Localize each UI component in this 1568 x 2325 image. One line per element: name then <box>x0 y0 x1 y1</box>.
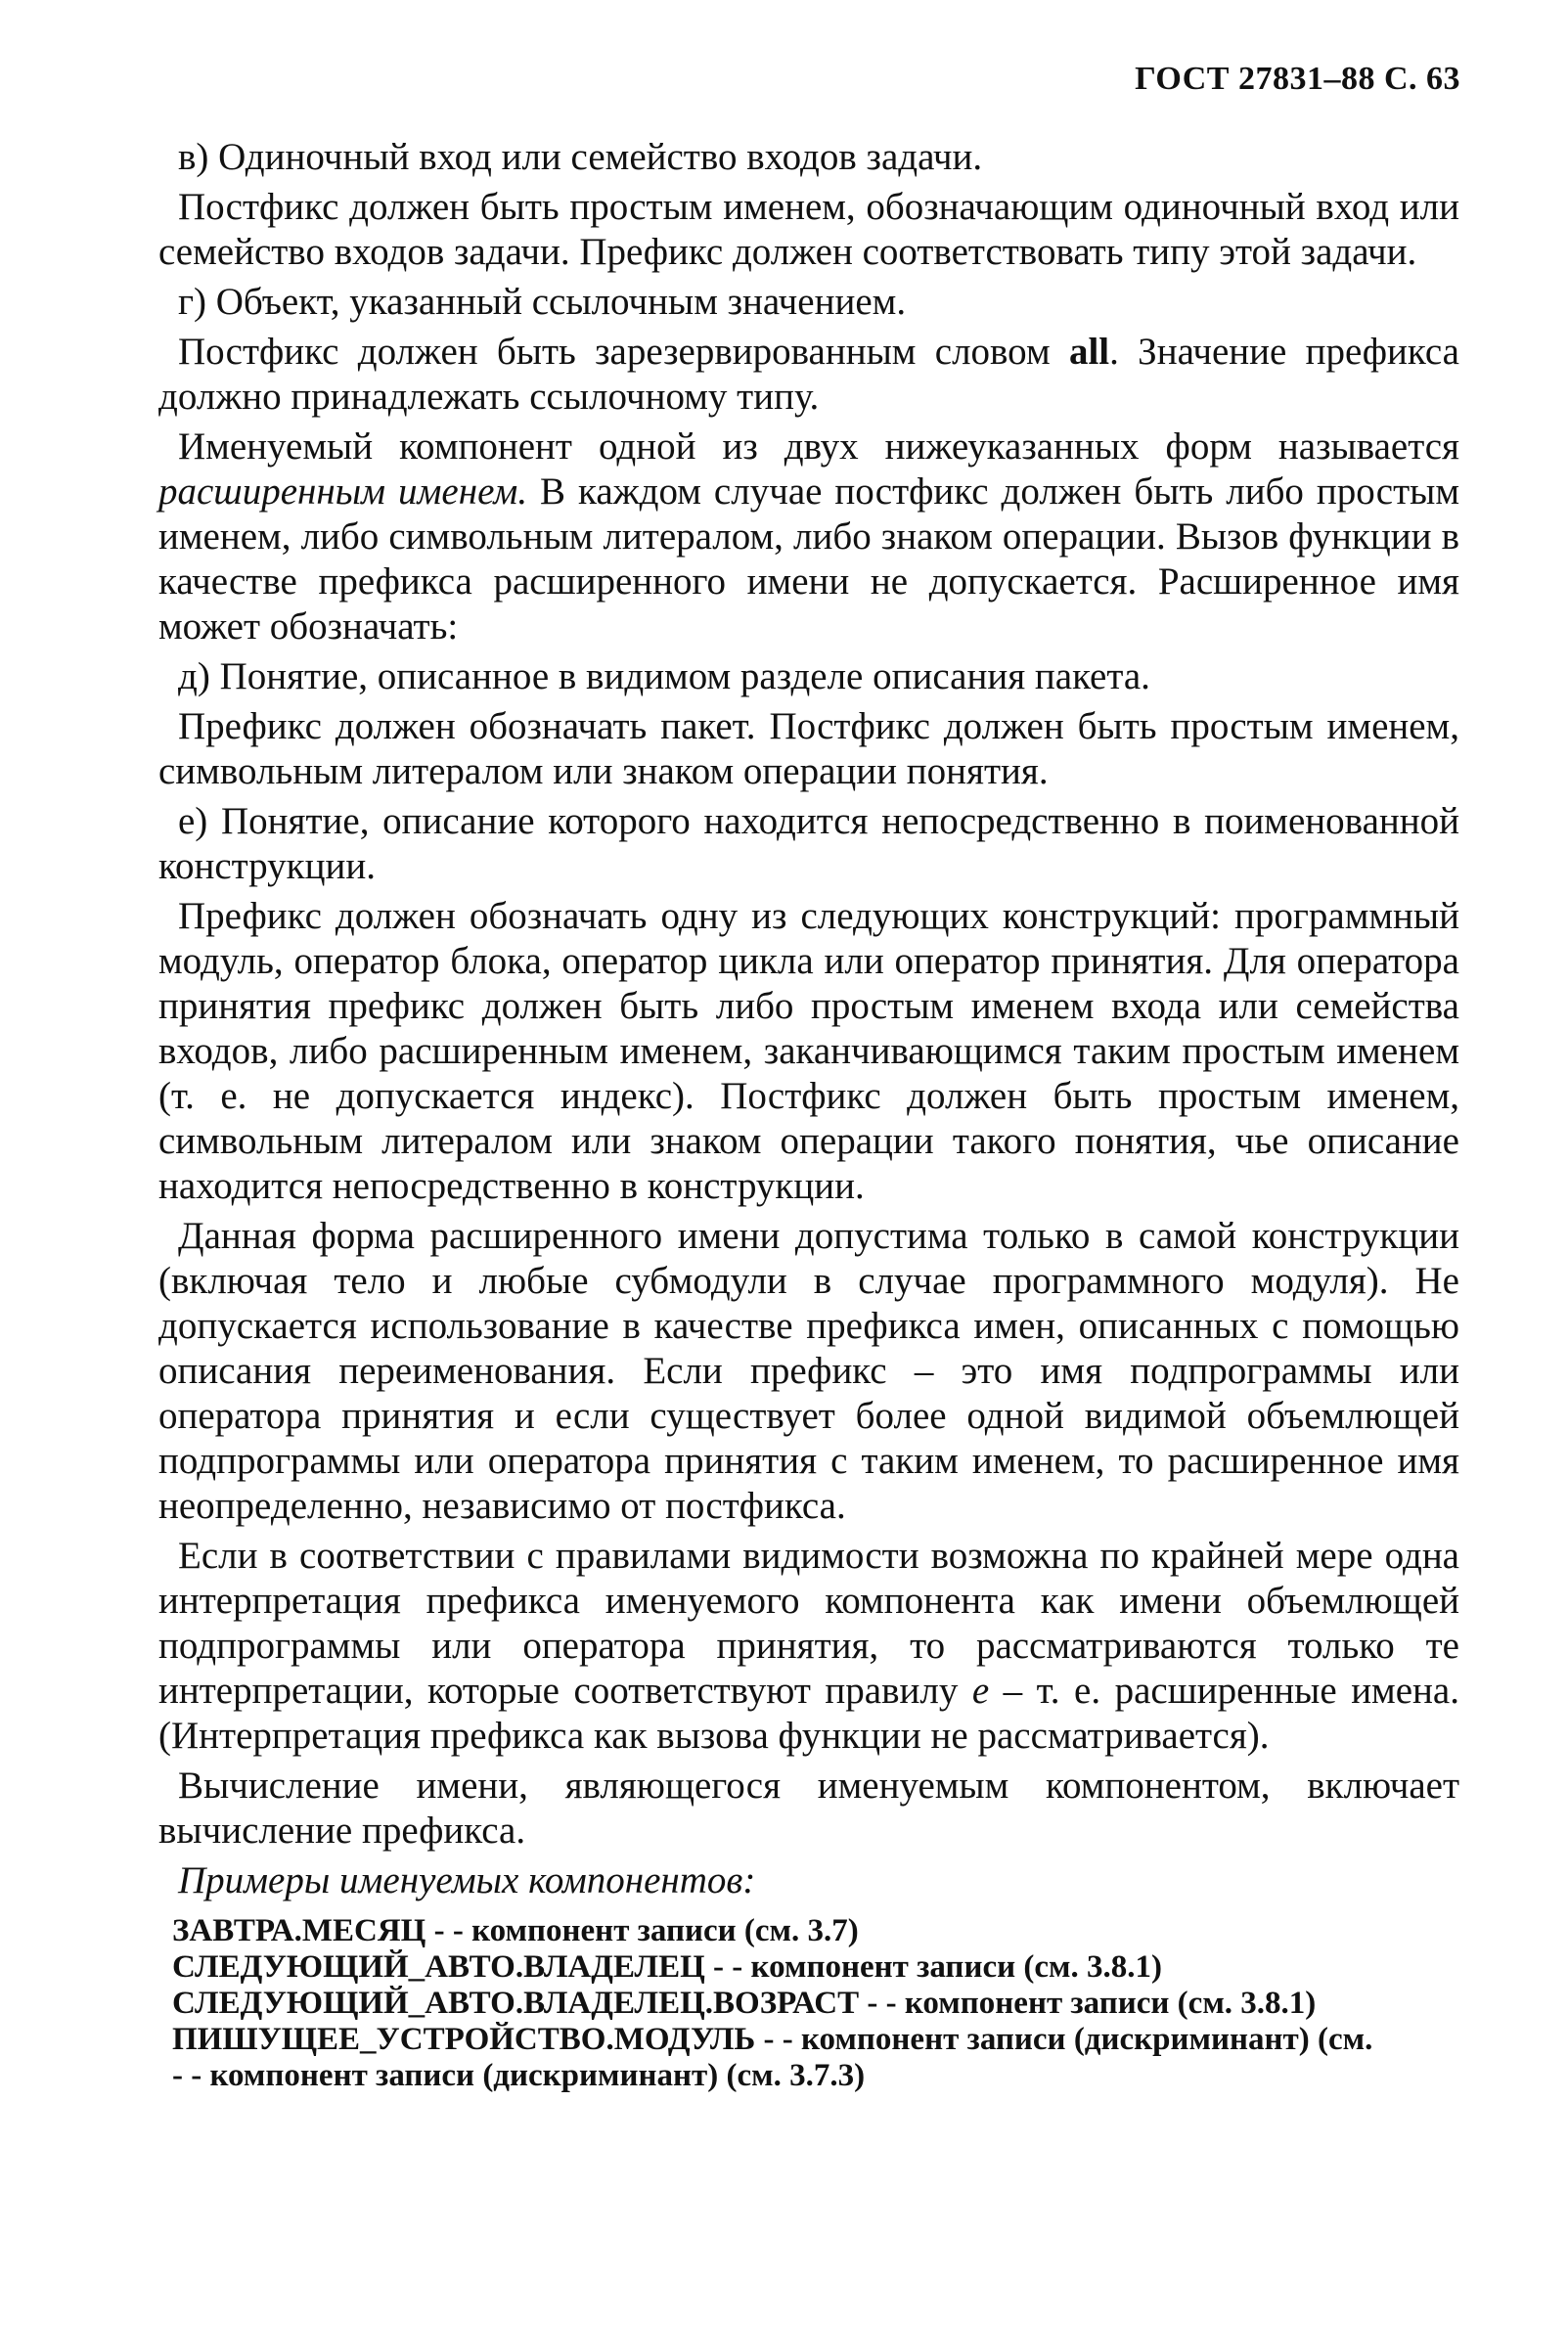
example-code: СЛЕДУЮЩИЙ_АВТО.ВЛАДЕЛЕЦ <box>172 1949 705 1985</box>
paragraph-5-text-c: В каждом случае постфикс должен быть либо простым именем, либо символьным литералом, либо знаком операции. Вызов функции в качестве префикса расширенного имени не допускается. Расширенное имя может обозначать: <box>158 470 1459 648</box>
term-extended-name: расширенным именем. <box>158 470 528 513</box>
example-code: ЗАВТРА.МЕСЯЦ <box>172 1913 426 1948</box>
rule-letter-e: е <box>971 1670 990 1712</box>
paragraph-item-d: д) Понятие, описанное в видимом разделе описания пакета. <box>178 655 1150 697</box>
paragraph-item-e: е) Понятие, описание которого находится непосредственно в поименованной конструкции. <box>158 800 1459 887</box>
example-comment: - - компонент записи (см. 3.8.1) <box>704 1949 1162 1985</box>
paragraph-9: Префикс должен обозначать одну из следующих конструкций: программный модуль, оператор блока, оператор цикла или оператор принятия. Для оператора принятия префикс должен быть либо простым именем входа или семейства входов, либо расширенным именем, заканчивающимся таким простым именем (т. е. не допускается индекс). Постфикс должен быть простым именем, символьным литералом или знаком операции такого понятия, чье описание находится непосредственно в конструкции. <box>158 895 1459 1207</box>
document-body <box>158 135 1459 2094</box>
example-code: СЛЕДУЮЩИЙ_АВТО.ВЛАДЕЛЕЦ.ВОЗРАСТ <box>172 1986 860 2021</box>
examples-heading: Примеры именуемых компонентов: <box>178 1859 756 1901</box>
paragraph-item-v: в) Одиночный вход или семейство входов задачи. <box>178 136 983 178</box>
paragraph-12: Вычисление имени, являющегося именуемым компонентом, включает вычисление префикса. <box>158 1765 1459 1852</box>
example-line <box>172 1986 1459 2022</box>
paragraph-4-text-c: . Значение префикса должно принадлежать ссылочному типу. <box>158 331 1459 418</box>
paragraph-2: Постфикс должен быть простым именем, обозначающим одиночный вход или семейство входов задачи. Префикс должен соответствовать типу этой задачи. <box>158 186 1459 273</box>
example-line <box>172 2058 1459 2094</box>
example-comment: - - компонент записи (см. 3.7) <box>426 1913 859 1948</box>
paragraph-11-text-a: Если в соответствии с правилами видимости возможна по крайней мере одна интерпретация префикса именуемого компонента как имени объемлющей подпрограммы или оператора принятия, то рассматриваются только те интерпретации, которые соответствуют правилу <box>158 1535 1459 1712</box>
paragraph-10: Данная форма расширенного имени допустима только в самой конструкции (включая тело и любые субмодули в случае программного модуля). Не допускается использование в качестве префикса имен, описанных с помощью описания переименования. Если префикс – это имя подпрограммы или оператора принятия и если существует более одной видимой объемлющей подпрограммы или оператора принятия с таким именем, то расширенное имя неопределенно, независимо от постфикса. <box>158 1215 1459 1527</box>
paragraph-4-text-a: Постфикс должен быть зарезервированным словом <box>178 331 1069 373</box>
paragraph-5 <box>158 425 1459 649</box>
example-comment: - - компонент записи (дискриминант) (см. <box>755 2022 1373 2057</box>
example-line <box>172 1913 1459 1949</box>
example-comment: - - компонент записи (см. 3.8.1) <box>859 1986 1317 2021</box>
paragraph-4 <box>158 330 1459 420</box>
example-code: ПИШУЩЕЕ_УСТРОЙСТВО.МОДУЛЬ <box>172 2022 756 2057</box>
paragraph-11 <box>158 1534 1459 1759</box>
paragraph-7: Префикс должен обозначать пакет. Постфикс должен быть простым именем, символьным литералом или знаком операции понятия. <box>158 705 1459 792</box>
examples-list <box>158 1913 1459 2094</box>
example-line <box>172 2022 1459 2058</box>
example-line <box>172 1949 1459 1986</box>
reserved-word-all: all <box>1068 331 1110 373</box>
paragraph-5-text-a: Именуемый компонент одной из двух нижеуказанных форм называется <box>178 425 1459 468</box>
example-comment: - - компонент записи (дискриминант) (см. 3.7.3) <box>172 2058 866 2093</box>
paragraph-item-g: г) Объект, указанный ссылочным значением. <box>178 281 907 323</box>
paragraph-11-text-c: – т. е. расширенные имена. (Интерпретация префикса как вызова функции не рассматривается). <box>158 1670 1459 1757</box>
page-header: ГОСТ 27831–88 С. 63 <box>1135 61 1460 97</box>
